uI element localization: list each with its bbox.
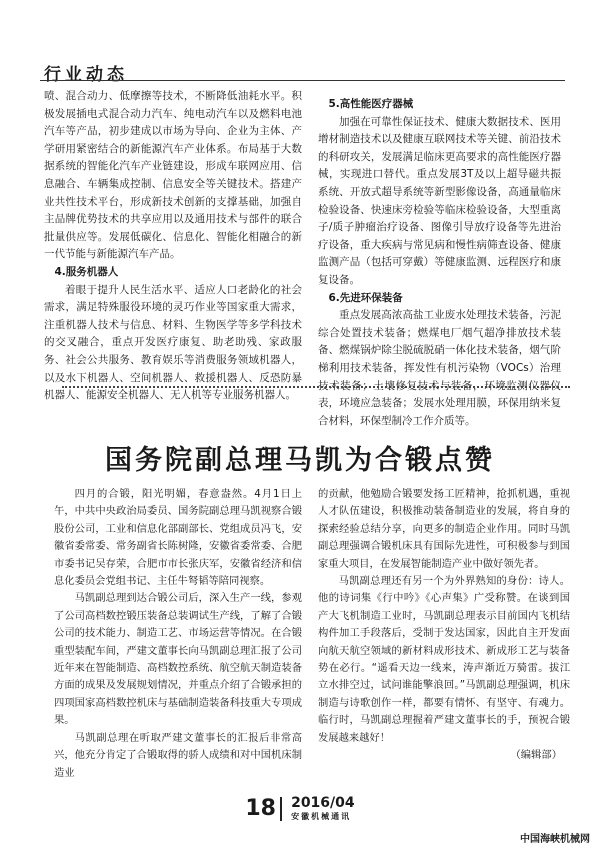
article-right-column bbox=[318, 486, 570, 765]
medical-device-heading: 5.高性能医疗器械 bbox=[328, 98, 414, 110]
top-right-column bbox=[318, 96, 561, 430]
section-title-rule bbox=[40, 80, 565, 81]
page-number: 18 bbox=[245, 797, 282, 821]
environmental-equipment-paragraph: 重点发展高浓高盐工业废水处理技术装备，污泥综合处置技术装备；燃煤电厂烟气超净排放技术装备、燃煤锅炉除尘脱硫脱硝一体化技术装备，烟气阶梯利用技术装备，挥发性有机污染物（VOCs）治理技术装备；土壤修复技术与装备，环境监测仪器仪表，环境应急装备；发展水处理用膜，环保用纳米复合材料，环保型制冷工作介质等。 bbox=[318, 309, 561, 427]
article-paragraph: 马凯副总理到达合锻公司后，深入生产一线，参观了公司高档数控锻压装备总装调试生产线，了解了合锻公司的技术能力、制造工艺、市场运营等情况。在合锻重型装配车间，严建文董事长向马凯副总理汇报了公司近年来在智能制造、高档数控系统、航空航天制造装备方面的成果及发展规划情况，并重点介绍了合锻承担的四项国家高档数控机床与基础制造装备科技重大专项成果。 bbox=[54, 592, 302, 727]
publication-name: 安徽机械通讯 bbox=[291, 812, 352, 821]
dotted-divider bbox=[62, 386, 570, 388]
editor-signoff: （编辑部） bbox=[510, 749, 562, 762]
service-robot-paragraph: 着眼于提升人民生活水平、适应人口老龄化的社会需求，满足特殊服役环境的灵巧作业等国家重大需求，注重机器人技术与信息、材料、生物医学等多学科技术的交叉融合，重点开发医疗康复、助老助残、家政服务、社会公共服务、教育娱乐等消费服务领域机器人，以及水下机器人、空间机器人、救援机器人、反恐防暴机器人、能源安全机器人、无人机等专业服务机器人。 bbox=[44, 283, 302, 402]
site-watermark: 中国海峡机械网 bbox=[520, 834, 590, 845]
article-headline: 国务院副总理马凯为合锻点赞 bbox=[105, 445, 495, 476]
top-left-column bbox=[44, 88, 302, 405]
article-paragraph: 的贡献，他勉励合锻要发扬工匠精神，抢抓机遇，重视人才队伍建设，积极推动装备制造业的发展，将自身的探索经验总结分享，向更多的制造企业作用。同时马凯副总理强调合锻机床具有国际先进性，可积极参与到国家重大项目，在发展智能制造产业中做好领先者。 bbox=[318, 488, 570, 570]
environmental-equipment-heading: 6.先进环保装备 bbox=[328, 291, 403, 304]
page-footer bbox=[0, 795, 600, 822]
article-paragraph: 马凯副总理在听取严建文董事长的汇报后非常高兴，他充分肯定了合锻取得的骄人成绩和对中国机床制造业 bbox=[54, 731, 302, 779]
article-paragraph: 马凯副总理还有另一个为外界熟知的身份：诗人。他的诗词集《行中吟》《心声集》广受称赞。在谈到国产大飞机制造工业时，马凯副总理表示目前国内飞机结构件加工手段落后，受制于发达国家，因此自主开发面向航天航空领域的新材料成形技术、新成形工艺与装备势在必行。“遥看天边一线来，涛声渐近万骑雷。拔江立水排空过，试问谁能擎浪回。”马凯副总理强调，机床制造与诗歌创作一样，都要有情怀、有坚守、有魂力。临行时，马凯副总理握着严建文董事长的手，预祝合锻发展越来越好！ bbox=[318, 575, 570, 744]
issue-info bbox=[291, 795, 355, 822]
medical-device-paragraph: 加强在可靠性保证技术、健康大数据技术、医用增材制造技术以及健康互联网技术等关键、前沿技术的科研攻关，发展满足临床更高要求的高性能医疗器械，实现进口替代。重点发展3T及以上超导磁共振系统、开放式超导系统等新型影像设备，高通量临床检验设备、快速床旁检验等临床检验设备，大型重离子/质子肿瘤治疗设备、图像引导放疗设备等先进治疗设备，重大疾病与常见病和慢性病筛查设备、健康监测产品（包括可穿戴）等健康监测、远程医疗和康复设备。 bbox=[318, 115, 561, 286]
service-robot-heading: 4.服务机器人 bbox=[54, 265, 119, 278]
automotive-paragraph: 喷、混合动力、低摩擦等技术，不断降低油耗水平。积极发展插电式混合动力汽车、纯电动汽车以及燃料电池汽车等产品，初步建成以市场为导向、企业为主体、产学研用紧密结合的新能源汽车产业体系。布局基于大数据系统的智能化汽车产业链建设，形成车联网应用、信息融合、车辆集成控制、信息安全等关键技术。搭建产业共性技术平台，形成新技术创新的支撑基础，加强自主品牌优势技术的共享应用以及通用技术与部件的联合批量供应等。发展低碳化、信息化、智能化相融合的新一代节能与新能源汽车产品。 bbox=[44, 90, 302, 261]
section-title: 行业动态 bbox=[44, 65, 128, 85]
issue-date: 2016/04 bbox=[291, 795, 355, 811]
article-left-column bbox=[54, 486, 302, 782]
article-paragraph: 四月的合锻，阳光明媚，春意盎然。4月1日上午，中共中央政治局委员、国务院副总理马凯视察合锻股份公司，工业和信息化部副部长、党组成员冯飞，安徽省委常委、常务副省长陈树隆，安徽省委常委、合肥市委书记吴存荣，合肥市市长张庆军，安徽省经济和信息化委员会党组书记、主任牛弩韬等陪同视察。 bbox=[54, 488, 302, 588]
